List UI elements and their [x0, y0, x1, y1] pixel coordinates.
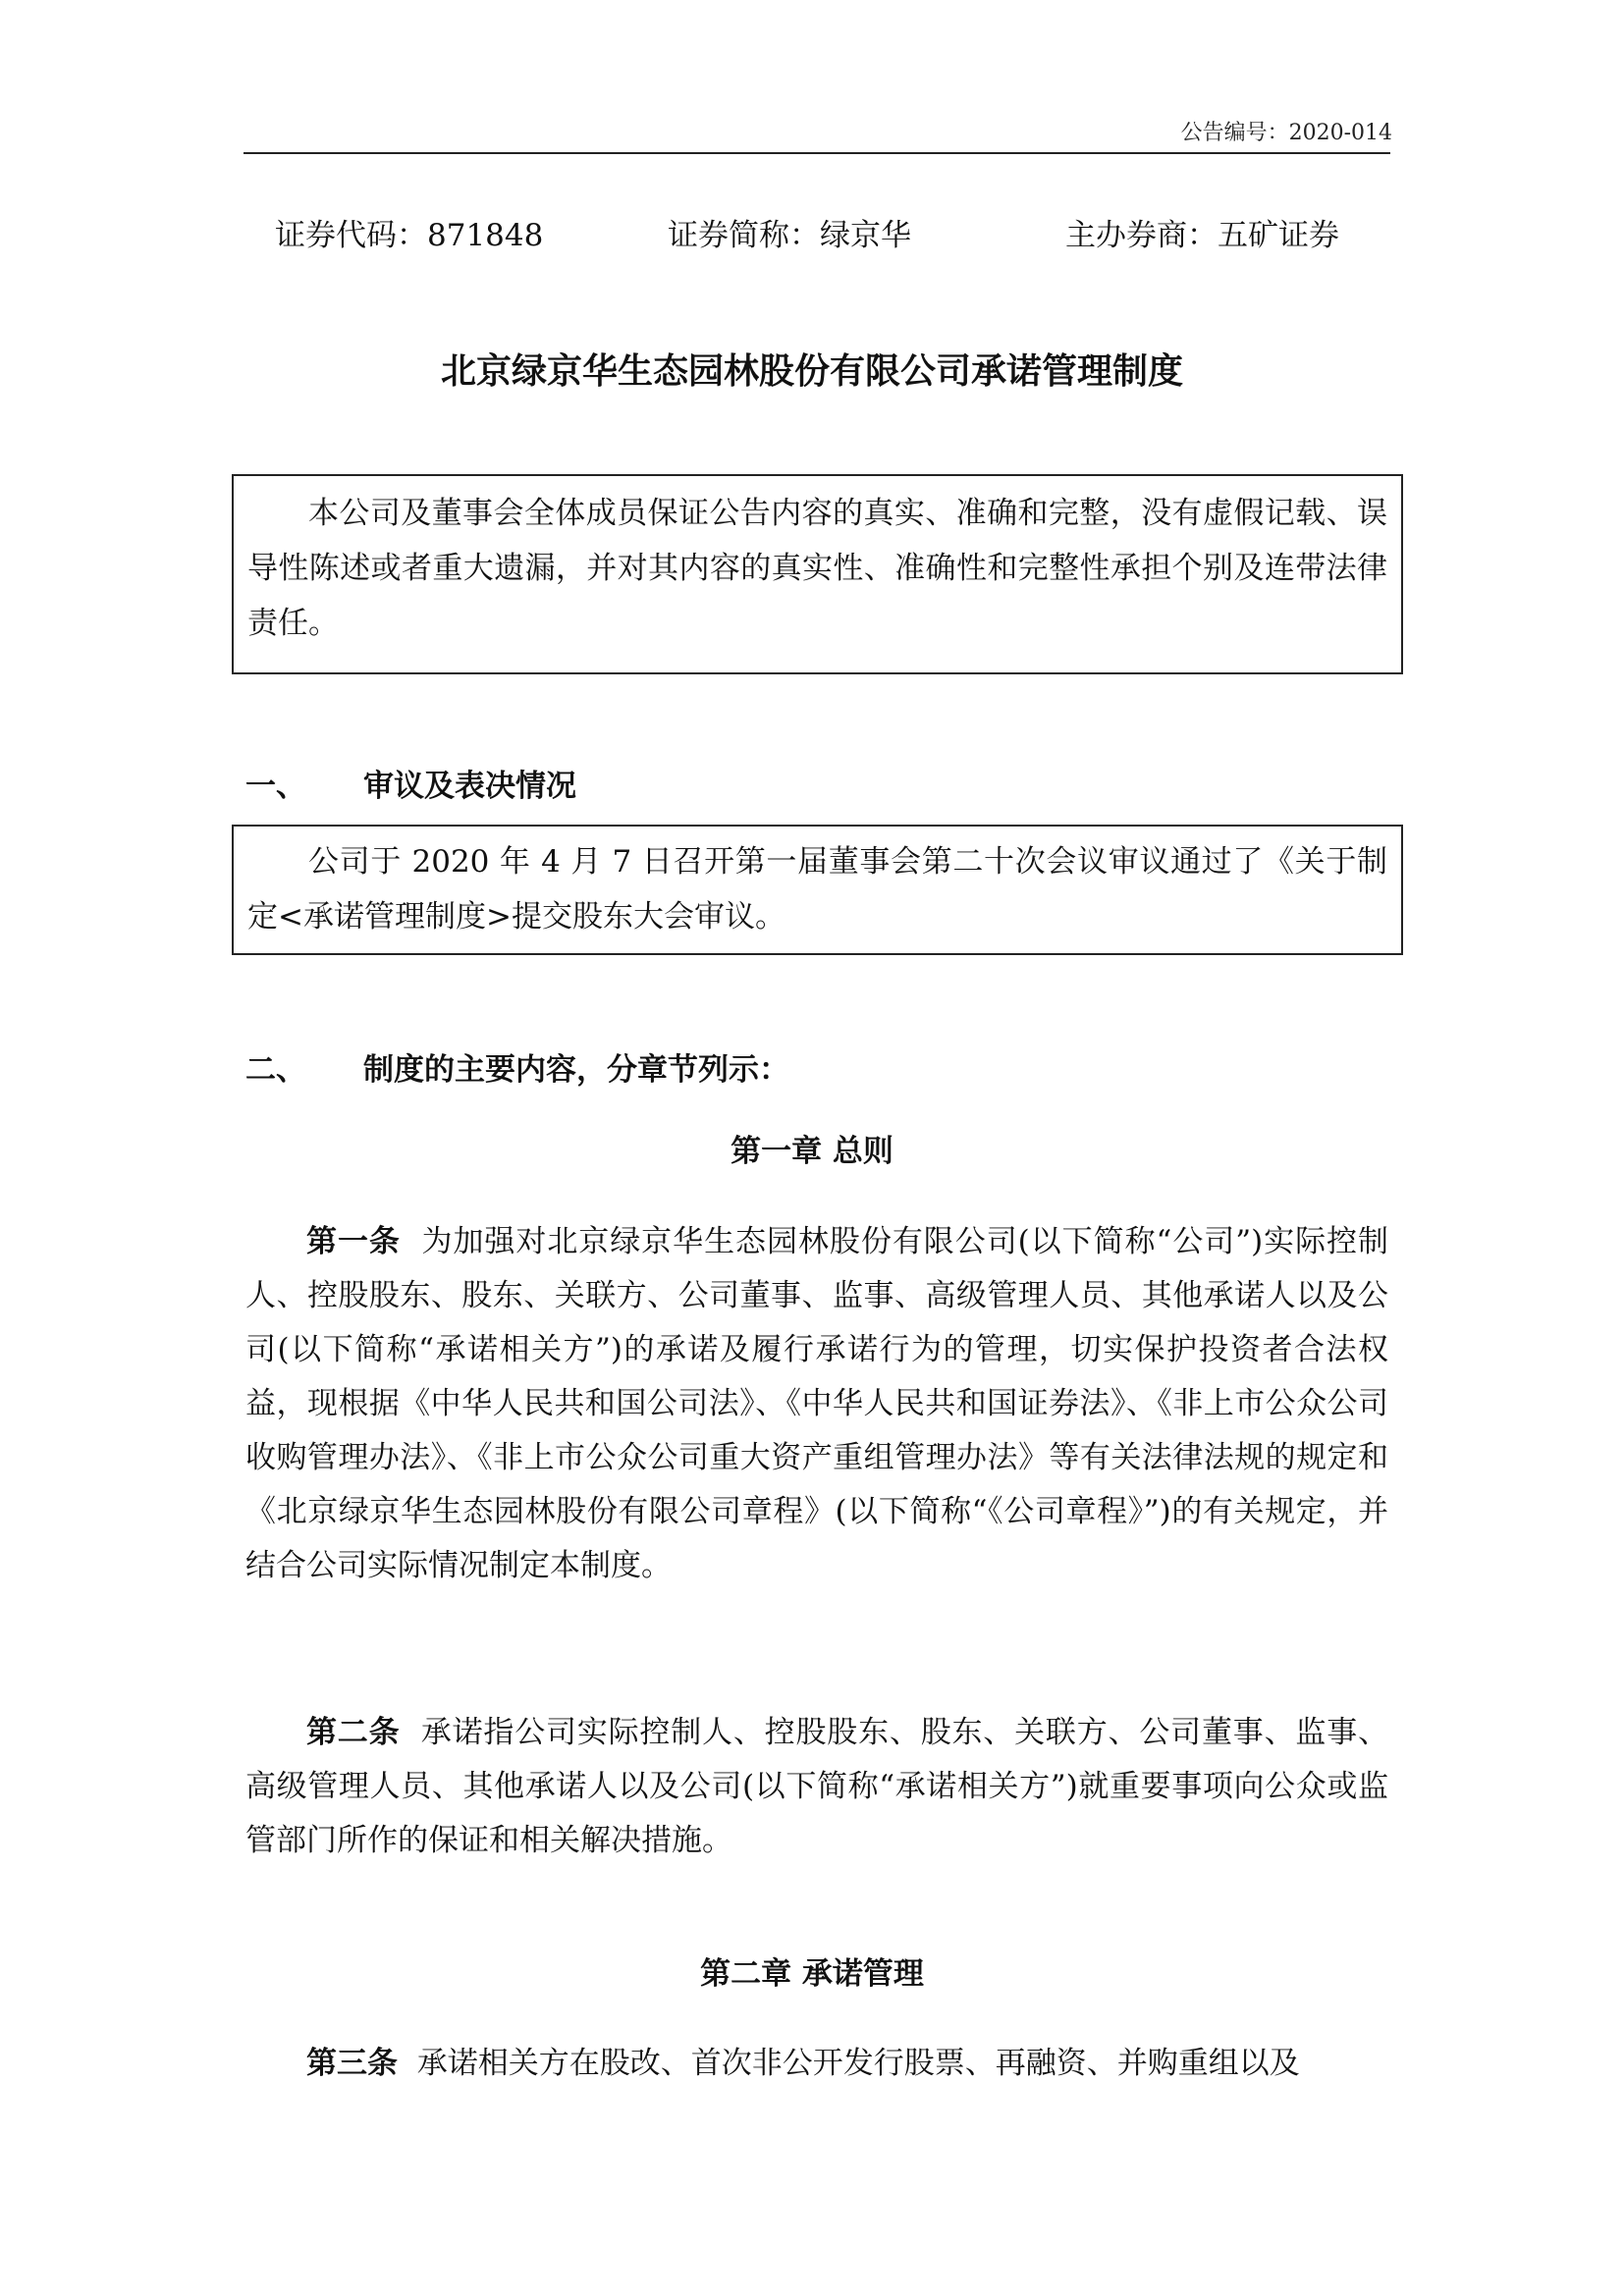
announcement-number: 公告编号：2020-014 [1180, 121, 1392, 145]
review-text: 公司于 2020 年 4 月 7 日召开第一届董事会第二十次会议审议通过了《关于制定<承诺管理制度>提交股东大会审议。 [247, 844, 1387, 934]
article-label: 第二条 [306, 1715, 401, 1750]
chapter-title-1: 第一章 总则 [731, 1134, 893, 1169]
article-3 [245, 2037, 1388, 2091]
article-1 [245, 1215, 1388, 1593]
chapter-title-2: 第二章 承诺管理 [700, 1956, 924, 1992]
disclaimer-box [232, 474, 1403, 674]
article-label: 第一条 [306, 1224, 401, 1259]
section-number: 二、 [245, 1052, 306, 1088]
securities-code: 证券代码：871848 [275, 218, 544, 253]
section-heading-2 [245, 1044, 789, 1089]
section-title: 审议及表决情况 [363, 769, 576, 804]
article-label: 第三条 [306, 2046, 398, 2081]
securities-short-name: 证券简称：绿京华 [668, 218, 911, 253]
review-box [232, 825, 1403, 955]
article-text: 承诺相关方在股改、首次非公开发行股票、再融资、并购重组以及 [416, 2046, 1300, 2081]
document-title: 北京绿京华生态园林股份有限公司承诺管理制度 [440, 350, 1183, 392]
header-divider [244, 152, 1390, 154]
sponsor-broker: 主办券商：五矿证券 [1065, 218, 1339, 253]
section-number: 一、 [245, 769, 306, 804]
article-2 [245, 1706, 1388, 1868]
section-heading-1 [245, 761, 576, 805]
disclaimer-text: 本公司及董事会全体成员保证公告内容的真实、准确和完整，没有虚假记载、误导性陈述或者重大遗漏，并对其内容的真实性、准确性和完整性承担个别及连带法律责任。 [247, 496, 1387, 641]
section-title: 制度的主要内容，分章节列示： [363, 1052, 789, 1088]
article-text: 为加强对北京绿京华生态园林股份有限公司(以下简称“公司”)实际控制人、控股股东、股东、关联方、公司董事、监事、高级管理人员、其他承诺人以及公司(以下简称“承诺相关方”)的承诺及履行承诺行为的管理，切实保护投资者合法权益，现根据《中华人民共和国公司法》、《中华人民共和国证券法》、《非上市公众公司收购管理办法》、《非上市公众公司重大资产重组管理办法》等有关法律法规的规定和《北京绿京华生态园林股份有限公司章程》(以下简称“《公司章程》”)的有关规定，并结合公司实际情况制定本制度。 [245, 1224, 1388, 1583]
article-text: 承诺指公司实际控制人、控股股东、股东、关联方、公司董事、监事、高级管理人员、其他承诺人以及公司(以下简称“承诺相关方”)就重要事项向公众或监管部门所作的保证和相关解决措施。 [245, 1715, 1389, 1858]
